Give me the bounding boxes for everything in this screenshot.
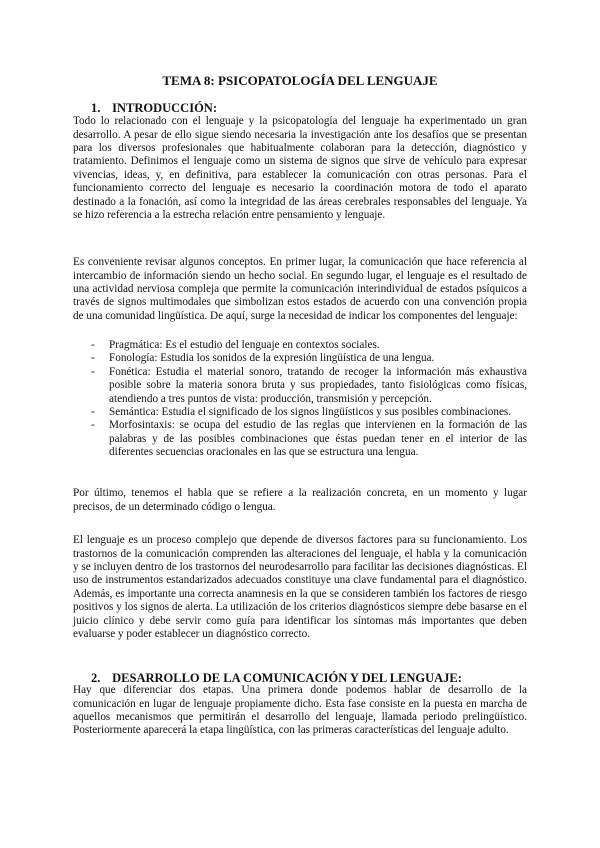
document-title: TEMA 8: PSICOPATOLOGÍA DEL LENGUAJE: [162, 73, 438, 88]
list-item: [91, 339, 527, 352]
list-item: [91, 352, 527, 365]
paragraph: Por último, tenemos el habla que se refiere a la realización concreta, en un momento y lugar precisos, de un determinado código o lengua.: [73, 487, 527, 513]
section-1-title: INTRODUCCIÓN:: [112, 101, 217, 115]
list-item-text: Pragmática: Es el estudio del lenguaje en contextos sociales.: [109, 339, 380, 351]
section-2-number: 2.: [91, 671, 101, 685]
list-bullet: -: [91, 339, 95, 351]
paragraph: Hay que diferenciar dos etapas. Una primera donde podemos hablar de desarrollo de la comunicación en lugar de lenguaje propiamente dicho. Esta fase consiste en la puesta en marcha de aquellos mecanismos que permitirán el desarrollo del lenguaje, llamada periodo prelingüístico. Posteriormente aparecerá la etapa lingüística, con las primeras características del lenguaje adulto.: [73, 684, 527, 737]
list-bullet: -: [91, 352, 95, 365]
list-bullet: -: [91, 365, 95, 378]
paragraph: Es conveniente revisar algunos conceptos. En primer lugar, la comunicación que hace referencia al intercambio de información siendo un hecho social. En segundo lugar, el lenguaje es el resultado de una actividad nerviosa compleja que permite la comunicación interindividual de estados psíquicos a través de signos multimodales que simbolizan estos estados de acuerdo con una convención propia de una comunidad lingüística. De aquí, surge la necesidad de indicar los componentes del lenguaje:: [73, 256, 527, 322]
list-item: [91, 419, 527, 459]
list-item: [91, 406, 527, 419]
section-1-number: 1.: [91, 101, 101, 115]
section-2-title: DESARROLLO DE LA COMUNICACIÓN Y DEL LENGUAJE:: [112, 671, 462, 685]
paragraph: El lenguaje es un proceso complejo que depende de diversos factores para su funcionamiento. Los trastornos de la comunicación comprenden las alteraciones del lenguaje, el habla y la comunicación y se incluyen dentro de los trastornos del neurodesarrollo para facilitar las decisiones diagnósticas. El uso de instrumentos estandarizados adecuados constituye una clave fundamental para el diagnóstico. Además, es importante una correcta anamnesis en la que se consideren también los factores de riesgo positivos y los signos de alerta. La utilización de los criterios diagnósticos siempre debe basarse en el juicio clínico y debe servir como guía para identificar los síntomas más importantes que deben evaluarse y poder establecer un diagnóstico correcto.: [73, 534, 527, 641]
list-item-text: Fonética: Estudia el material sonoro, tratando de recoger la información más exhaustiva posible sobre la materia sonora bruta y sus propiedades, tanto fisiológicas como físicas, atendiendo a tres puntos de vista: producción, transmisión y percepción.: [109, 365, 527, 405]
list-item: [91, 366, 527, 406]
list-bullet: -: [91, 419, 95, 432]
language-components-list: [91, 339, 527, 460]
list-item-text: Morfosintaxis: se ocupa del estudio de las reglas que intervienen en la formación de las palabras y de las posibles combinaciones que éstas puedan tener en el interior de las diferentes secuencias oracionales en las que se estructura una lengua.: [109, 419, 527, 459]
list-item-text: Semántica: Estudia el significado de los signos lingüísticos y sus posibles combinaciones.: [109, 406, 512, 419]
section-1-heading: [91, 101, 217, 116]
list-item-text: Fonología: Estudia los sonidos de la expresión lingüística de una lengua.: [109, 352, 435, 365]
list-bullet: -: [91, 406, 95, 419]
paragraph: Todo lo relacionado con el lenguaje y la psicopatología del lenguaje ha experimentado un gran desarrollo. A pesar de ello sigue siendo necesaria la investigación ante los desafíos que se presentan para los diversos profesionales que habitualmente colaboran para la detección, diagnóstico y tratamiento. Definimos el lenguaje como un sistema de signos que sirve de vehículo para expresar vivencias, ideas, y, en definitiva, para establecer la comunicación con otras personas. Para el funcionamiento correcto del lenguaje es necesario la coordinación motora de todo el aparato destinado a la fonación, así como la integridad de las áreas cerebrales responsables del lenguaje. Ya se hizo referencia a la estrecha relación entre pensamiento y lenguaje.: [73, 115, 527, 222]
